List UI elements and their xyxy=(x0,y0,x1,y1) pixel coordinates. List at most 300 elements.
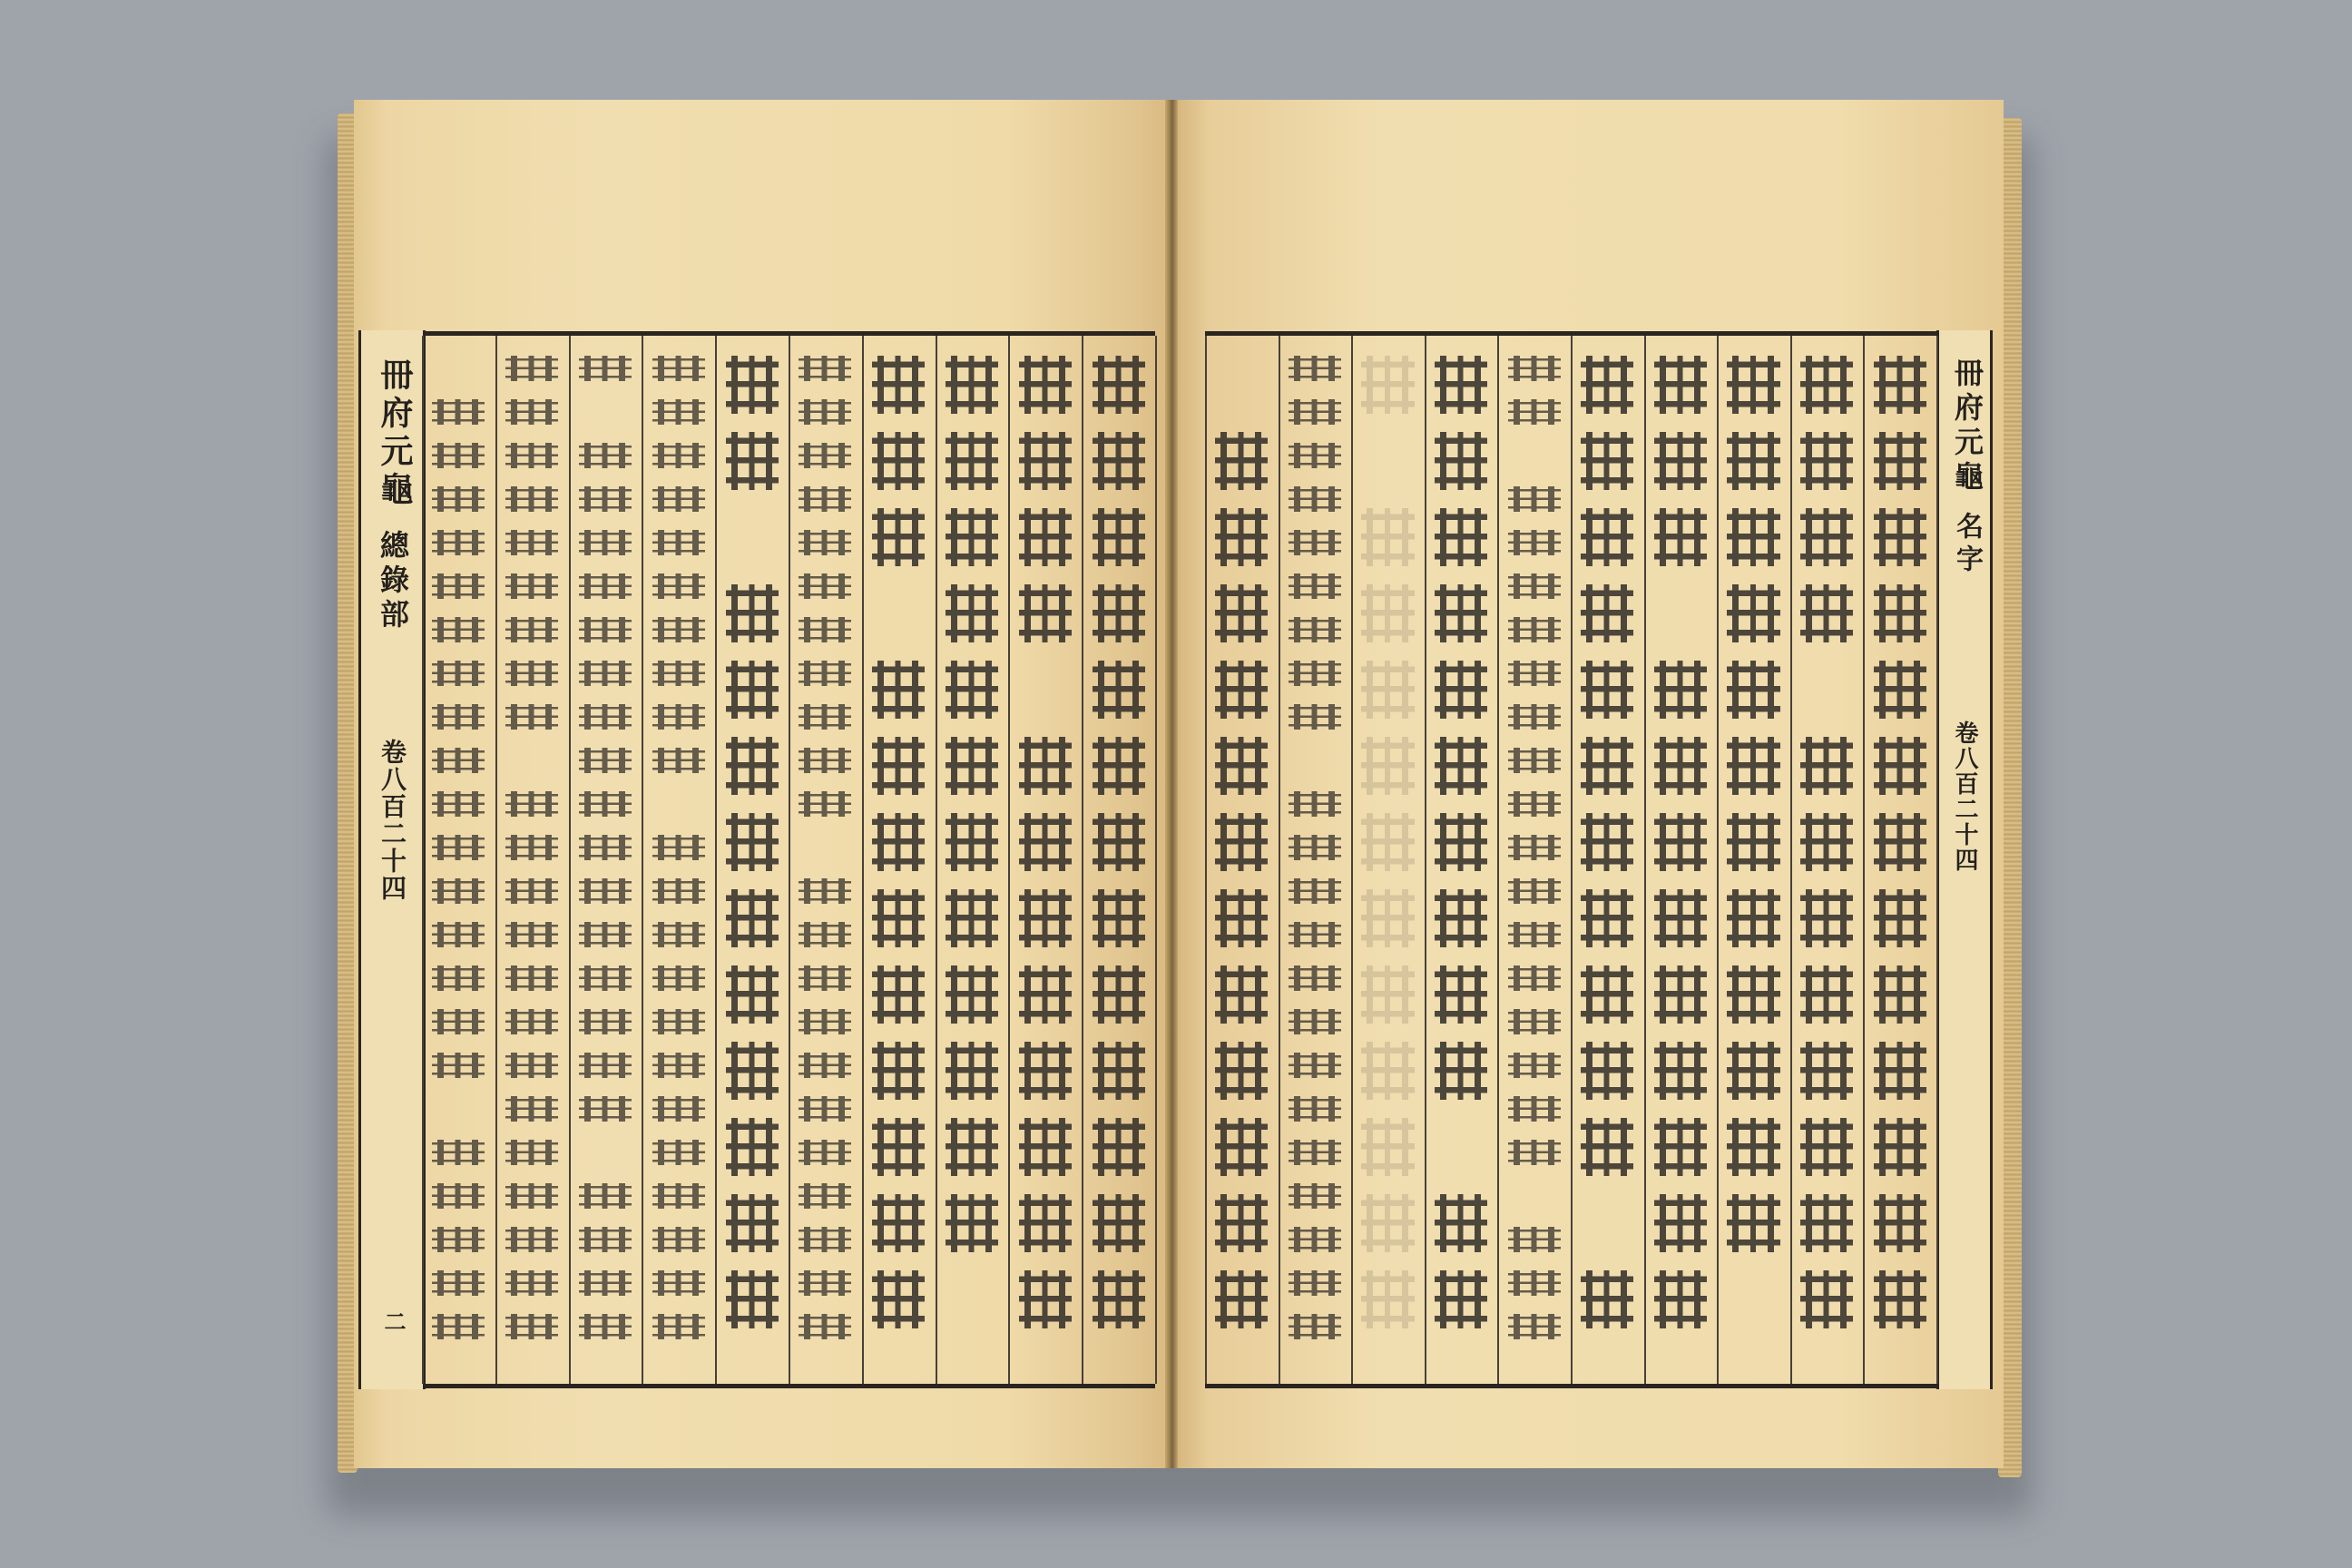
printed-character-mark xyxy=(505,835,558,860)
right-margin-volume: 卷八百二十四 xyxy=(1951,720,1978,873)
printed-character-mark xyxy=(872,661,925,719)
printed-character-mark xyxy=(1289,878,1341,904)
printed-character-mark xyxy=(799,1096,851,1122)
printed-character-mark xyxy=(505,573,558,599)
printed-character-mark xyxy=(726,889,779,947)
printed-character-mark xyxy=(1289,1183,1341,1209)
printed-character-mark xyxy=(946,1118,998,1176)
printed-character-mark xyxy=(579,704,632,730)
column-rule xyxy=(1279,336,1280,1384)
printed-character-mark xyxy=(1289,530,1341,555)
printed-character-mark xyxy=(1508,791,1561,817)
printed-character-mark xyxy=(1508,965,1561,991)
printed-character-mark xyxy=(1654,965,1707,1024)
printed-character-mark xyxy=(1289,1314,1341,1339)
printed-character-mark xyxy=(505,922,558,947)
printed-character-mark xyxy=(1727,813,1779,871)
text-column xyxy=(1215,348,1268,1371)
left-page-fold-margin xyxy=(358,330,426,1389)
printed-character-mark xyxy=(726,584,779,642)
printed-character-mark xyxy=(1874,508,1926,566)
printed-character-mark xyxy=(505,356,558,381)
printed-character-mark xyxy=(652,530,705,555)
printed-character-mark xyxy=(432,835,485,860)
printed-character-mark xyxy=(1361,889,1414,947)
printed-character-mark xyxy=(1581,1042,1633,1100)
printed-character-mark xyxy=(1435,661,1487,719)
printed-character-mark xyxy=(1289,922,1341,947)
printed-character-mark xyxy=(1289,617,1341,642)
printed-character-mark xyxy=(1508,1227,1561,1252)
printed-character-mark xyxy=(652,1096,705,1122)
printed-character-mark xyxy=(1508,1009,1561,1034)
text-column xyxy=(579,348,632,1371)
printed-character-mark xyxy=(1654,813,1707,871)
printed-character-mark xyxy=(1019,965,1072,1024)
printed-character-mark xyxy=(1019,356,1072,414)
printed-character-mark xyxy=(1800,965,1853,1024)
printed-character-mark xyxy=(1361,508,1414,566)
printed-character-mark xyxy=(1093,1194,1145,1252)
printed-character-mark xyxy=(1361,356,1414,414)
printed-character-mark xyxy=(1508,399,1561,425)
printed-character-mark xyxy=(1800,1270,1853,1328)
printed-character-mark xyxy=(1581,813,1633,871)
printed-character-mark xyxy=(432,399,485,425)
printed-character-mark xyxy=(726,661,779,719)
printed-character-mark xyxy=(1800,432,1853,490)
printed-character-mark xyxy=(1581,584,1633,642)
printed-character-mark xyxy=(1800,584,1853,642)
text-column xyxy=(872,348,925,1371)
printed-character-mark xyxy=(579,748,632,773)
printed-character-mark xyxy=(1581,508,1633,566)
printed-character-mark xyxy=(1289,486,1341,512)
printed-character-mark xyxy=(505,1227,558,1252)
printed-character-mark xyxy=(652,965,705,991)
printed-character-mark xyxy=(1435,965,1487,1024)
printed-character-mark xyxy=(1093,813,1145,871)
printed-character-mark xyxy=(1019,813,1072,871)
printed-character-mark xyxy=(1289,573,1341,599)
printed-character-mark xyxy=(579,965,632,991)
text-column xyxy=(505,348,558,1371)
printed-character-mark xyxy=(1093,661,1145,719)
printed-character-mark xyxy=(1508,356,1561,381)
printed-character-mark xyxy=(432,965,485,991)
right-margin-heading: 名字 xyxy=(1951,512,1983,577)
printed-character-mark xyxy=(1361,1118,1414,1176)
printed-character-mark xyxy=(1508,1053,1561,1078)
printed-character-mark xyxy=(432,661,485,686)
column-rule xyxy=(1717,336,1719,1384)
printed-character-mark xyxy=(432,1140,485,1165)
printed-character-mark xyxy=(799,1183,851,1209)
printed-character-mark xyxy=(432,1009,485,1034)
printed-character-mark xyxy=(1289,1053,1341,1078)
printed-character-mark xyxy=(652,878,705,904)
printed-character-mark xyxy=(726,965,779,1024)
printed-character-mark xyxy=(432,791,485,817)
printed-character-mark xyxy=(1727,584,1779,642)
printed-character-mark xyxy=(1215,1194,1268,1252)
printed-character-mark xyxy=(1727,1118,1779,1176)
text-column xyxy=(1508,348,1561,1371)
printed-character-mark xyxy=(1435,1270,1487,1328)
printed-character-mark xyxy=(1508,835,1561,860)
text-column xyxy=(1874,348,1926,1371)
printed-character-mark xyxy=(1019,584,1072,642)
printed-character-mark xyxy=(1508,748,1561,773)
printed-character-mark xyxy=(432,878,485,904)
printed-character-mark xyxy=(652,399,705,425)
printed-character-mark xyxy=(1654,1270,1707,1328)
printed-character-mark xyxy=(1019,508,1072,566)
text-column xyxy=(1581,348,1633,1371)
printed-character-mark xyxy=(946,356,998,414)
printed-character-mark xyxy=(652,486,705,512)
printed-character-mark xyxy=(872,813,925,871)
printed-character-mark xyxy=(946,661,998,719)
text-column xyxy=(652,348,705,1371)
printed-character-mark xyxy=(799,661,851,686)
printed-character-mark xyxy=(946,813,998,871)
printed-character-mark xyxy=(505,661,558,686)
printed-character-mark xyxy=(652,835,705,860)
printed-character-mark xyxy=(1727,1194,1779,1252)
printed-character-mark xyxy=(652,748,705,773)
printed-character-mark xyxy=(505,617,558,642)
printed-character-mark xyxy=(579,1183,632,1209)
printed-character-mark xyxy=(1508,922,1561,947)
printed-character-mark xyxy=(579,1096,632,1122)
printed-character-mark xyxy=(1289,1096,1341,1122)
printed-character-mark xyxy=(1019,737,1072,795)
printed-character-mark xyxy=(1874,813,1926,871)
printed-character-mark xyxy=(1508,704,1561,730)
printed-character-mark xyxy=(1093,889,1145,947)
printed-character-mark xyxy=(1654,1118,1707,1176)
printed-character-mark xyxy=(1800,1042,1853,1100)
printed-character-mark xyxy=(1727,889,1779,947)
printed-character-mark xyxy=(726,432,779,490)
right-page-fold-margin xyxy=(1936,330,1993,1389)
printed-character-mark xyxy=(799,1140,851,1165)
printed-character-mark xyxy=(1581,356,1633,414)
printed-character-mark xyxy=(799,617,851,642)
printed-character-mark xyxy=(1361,813,1414,871)
printed-character-mark xyxy=(432,530,485,555)
text-column xyxy=(1727,348,1779,1371)
text-column xyxy=(1435,348,1487,1371)
printed-character-mark xyxy=(652,1009,705,1034)
printed-character-mark xyxy=(652,1227,705,1252)
printed-character-mark xyxy=(1289,835,1341,860)
printed-character-mark xyxy=(579,922,632,947)
printed-character-mark xyxy=(872,508,925,566)
printed-character-mark xyxy=(1654,737,1707,795)
printed-character-mark xyxy=(799,922,851,947)
left-margin-section: 總錄部 xyxy=(376,530,410,633)
printed-character-mark xyxy=(1581,889,1633,947)
column-rule xyxy=(1863,336,1865,1384)
printed-character-mark xyxy=(505,486,558,512)
printed-character-mark xyxy=(1727,965,1779,1024)
printed-character-mark xyxy=(1093,1118,1145,1176)
text-column xyxy=(799,348,851,1371)
right-margin-title: 冊府元龜 xyxy=(1950,358,1984,495)
printed-character-mark xyxy=(579,486,632,512)
printed-character-mark xyxy=(652,1053,705,1078)
printed-character-mark xyxy=(1654,432,1707,490)
printed-character-mark xyxy=(579,878,632,904)
printed-character-mark xyxy=(1215,965,1268,1024)
printed-character-mark xyxy=(1289,1009,1341,1034)
printed-character-mark xyxy=(579,617,632,642)
printed-character-mark xyxy=(1581,661,1633,719)
printed-character-mark xyxy=(505,878,558,904)
column-rule xyxy=(789,336,790,1384)
printed-character-mark xyxy=(1800,737,1853,795)
printed-character-mark xyxy=(432,617,485,642)
column-rule xyxy=(1351,336,1353,1384)
printed-character-mark xyxy=(799,1009,851,1034)
printed-character-mark xyxy=(1874,1118,1926,1176)
left-margin-folio: 二 xyxy=(380,1310,407,1338)
printed-character-mark xyxy=(799,1314,851,1339)
printed-character-mark xyxy=(799,486,851,512)
printed-character-mark xyxy=(1508,573,1561,599)
printed-character-mark xyxy=(432,1183,485,1209)
printed-character-mark xyxy=(505,443,558,468)
printed-character-mark xyxy=(1361,737,1414,795)
column-rule xyxy=(715,336,717,1384)
left-margin-volume: 卷八百二十四 xyxy=(377,739,407,902)
printed-character-mark xyxy=(432,486,485,512)
printed-character-mark xyxy=(432,573,485,599)
printed-character-mark xyxy=(579,530,632,555)
printed-character-mark xyxy=(799,878,851,904)
printed-character-mark xyxy=(1215,737,1268,795)
printed-character-mark xyxy=(1093,1270,1145,1328)
printed-character-mark xyxy=(872,356,925,414)
printed-character-mark xyxy=(799,399,851,425)
column-rule xyxy=(936,336,937,1384)
printed-character-mark xyxy=(872,889,925,947)
printed-character-mark xyxy=(1508,486,1561,512)
printed-character-mark xyxy=(652,922,705,947)
printed-character-mark xyxy=(1581,1118,1633,1176)
printed-character-mark xyxy=(872,432,925,490)
printed-character-mark xyxy=(652,1270,705,1296)
printed-character-mark xyxy=(1435,356,1487,414)
text-column xyxy=(1800,348,1853,1371)
column-rule xyxy=(1155,336,1157,1384)
printed-character-mark xyxy=(1289,791,1341,817)
printed-character-mark xyxy=(1874,1270,1926,1328)
printed-character-mark xyxy=(872,1118,925,1176)
column-rule xyxy=(1425,336,1426,1384)
printed-character-mark xyxy=(1215,1042,1268,1100)
printed-character-mark xyxy=(1654,661,1707,719)
column-rule xyxy=(495,336,497,1384)
printed-character-mark xyxy=(1581,432,1633,490)
printed-character-mark xyxy=(946,889,998,947)
printed-character-mark xyxy=(432,443,485,468)
printed-character-mark xyxy=(505,704,558,730)
printed-character-mark xyxy=(1361,1270,1414,1328)
printed-character-mark xyxy=(1289,1270,1341,1296)
printed-character-mark xyxy=(432,748,485,773)
printed-character-mark xyxy=(505,530,558,555)
printed-character-mark xyxy=(1508,661,1561,686)
printed-character-mark xyxy=(1874,356,1926,414)
text-column xyxy=(1289,348,1341,1371)
printed-character-mark xyxy=(872,737,925,795)
printed-character-mark xyxy=(726,1042,779,1100)
printed-character-mark xyxy=(1727,1042,1779,1100)
printed-character-mark xyxy=(432,1227,485,1252)
printed-character-mark xyxy=(1800,813,1853,871)
column-rule xyxy=(1644,336,1646,1384)
printed-character-mark xyxy=(1361,584,1414,642)
printed-character-mark xyxy=(1508,617,1561,642)
printed-character-mark xyxy=(1019,1042,1072,1100)
printed-character-mark xyxy=(652,704,705,730)
printed-character-mark xyxy=(1874,965,1926,1024)
printed-character-mark xyxy=(1289,704,1341,730)
printed-character-mark xyxy=(505,1009,558,1034)
text-column xyxy=(1654,348,1707,1371)
printed-character-mark xyxy=(1874,1194,1926,1252)
printed-character-mark xyxy=(1874,1042,1926,1100)
printed-character-mark xyxy=(1215,508,1268,566)
printed-character-mark xyxy=(1435,508,1487,566)
text-column xyxy=(726,348,779,1371)
printed-character-mark xyxy=(1874,584,1926,642)
printed-character-mark xyxy=(946,508,998,566)
printed-character-mark xyxy=(1215,1270,1268,1328)
printed-character-mark xyxy=(1215,813,1268,871)
printed-character-mark xyxy=(505,399,558,425)
printed-character-mark xyxy=(1093,508,1145,566)
printed-character-mark xyxy=(1581,965,1633,1024)
printed-character-mark xyxy=(1435,1042,1487,1100)
printed-character-mark xyxy=(1019,1194,1072,1252)
printed-character-mark xyxy=(1727,737,1779,795)
printed-character-mark xyxy=(1435,432,1487,490)
printed-character-mark xyxy=(579,791,632,817)
printed-character-mark xyxy=(1289,661,1341,686)
column-rule xyxy=(642,336,643,1384)
column-rule xyxy=(1571,336,1573,1384)
printed-character-mark xyxy=(432,1053,485,1078)
printed-character-mark xyxy=(1019,1270,1072,1328)
printed-character-mark xyxy=(799,573,851,599)
printed-character-mark xyxy=(1215,1118,1268,1176)
right-page-text-frame xyxy=(1205,331,1990,1388)
printed-character-mark xyxy=(505,1183,558,1209)
printed-character-mark xyxy=(505,1314,558,1339)
printed-character-mark xyxy=(505,965,558,991)
printed-character-mark xyxy=(799,791,851,817)
column-rule xyxy=(1205,336,1207,1384)
printed-character-mark xyxy=(1435,889,1487,947)
printed-character-mark xyxy=(579,573,632,599)
printed-character-mark xyxy=(432,1314,485,1339)
printed-character-mark xyxy=(1800,356,1853,414)
column-rule xyxy=(1082,336,1083,1384)
text-column xyxy=(946,348,998,1371)
printed-character-mark xyxy=(726,1194,779,1252)
printed-character-mark xyxy=(799,704,851,730)
printed-character-mark xyxy=(946,737,998,795)
column-rule xyxy=(1008,336,1010,1384)
printed-character-mark xyxy=(1508,1140,1561,1165)
printed-character-mark xyxy=(799,443,851,468)
printed-character-mark xyxy=(505,1140,558,1165)
printed-character-mark xyxy=(1215,889,1268,947)
printed-character-mark xyxy=(432,922,485,947)
printed-character-mark xyxy=(652,1183,705,1209)
printed-character-mark xyxy=(1874,661,1926,719)
printed-character-mark xyxy=(505,1053,558,1078)
text-column xyxy=(432,348,485,1371)
printed-character-mark xyxy=(1093,356,1145,414)
printed-character-mark xyxy=(652,1314,705,1339)
printed-character-mark xyxy=(652,1140,705,1165)
printed-character-mark xyxy=(1727,356,1779,414)
printed-character-mark xyxy=(726,1270,779,1328)
printed-character-mark xyxy=(726,356,779,414)
printed-character-mark xyxy=(579,1227,632,1252)
printed-character-mark xyxy=(1093,965,1145,1024)
printed-character-mark xyxy=(1093,584,1145,642)
printed-character-mark xyxy=(1289,1227,1341,1252)
printed-character-mark xyxy=(579,443,632,468)
printed-character-mark xyxy=(1093,1042,1145,1100)
printed-character-mark xyxy=(799,748,851,773)
printed-character-mark xyxy=(1215,661,1268,719)
printed-character-mark xyxy=(1215,432,1268,490)
printed-character-mark xyxy=(946,1042,998,1100)
printed-character-mark xyxy=(579,1009,632,1034)
printed-character-mark xyxy=(1361,1042,1414,1100)
printed-character-mark xyxy=(505,1270,558,1296)
printed-character-mark xyxy=(1654,508,1707,566)
text-column xyxy=(1019,348,1072,1371)
printed-character-mark xyxy=(579,1314,632,1339)
printed-character-mark xyxy=(1654,889,1707,947)
printed-character-mark xyxy=(1435,813,1487,871)
printed-character-mark xyxy=(1581,737,1633,795)
printed-character-mark xyxy=(1874,737,1926,795)
printed-character-mark xyxy=(872,1042,925,1100)
printed-character-mark xyxy=(1215,584,1268,642)
printed-character-mark xyxy=(1800,1118,1853,1176)
column-rule xyxy=(1936,336,1938,1384)
printed-character-mark xyxy=(1800,508,1853,566)
book-gutter xyxy=(1165,100,1178,1468)
printed-character-mark xyxy=(1800,889,1853,947)
printed-character-mark xyxy=(652,356,705,381)
printed-character-mark xyxy=(1289,399,1341,425)
printed-character-mark xyxy=(1289,965,1341,991)
printed-character-mark xyxy=(1654,1042,1707,1100)
printed-character-mark xyxy=(946,584,998,642)
printed-character-mark xyxy=(1654,1194,1707,1252)
printed-character-mark xyxy=(1508,1314,1561,1339)
